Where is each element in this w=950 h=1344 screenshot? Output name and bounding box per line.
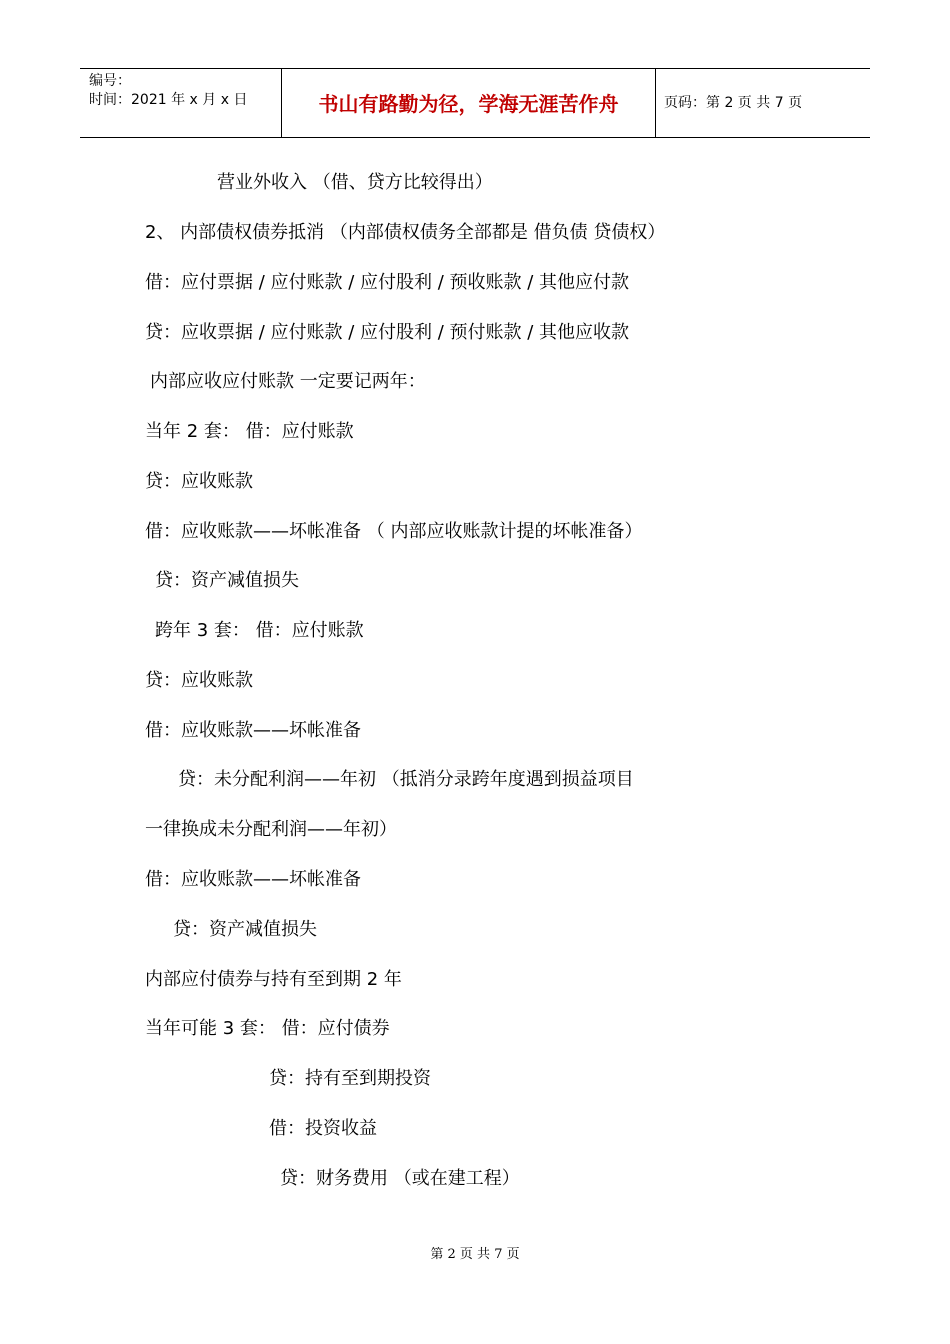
body-line: 借：应收账款——坏帐准备 （ 内部应收账款计提的坏帐准备） [145, 521, 643, 542]
body-line: 当年 2 套： 借：应付账款 [145, 421, 354, 442]
header-info-cell [80, 69, 281, 137]
body-line: 贷：持有至到期投资 [269, 1068, 431, 1089]
body-line: 贷：未分配利润——年初 （抵消分录跨年度遇到损益项目 [178, 769, 634, 790]
body-line: 借：应收账款——坏帐准备 [145, 720, 361, 741]
body-line: 借：应付票据 / 应付账款 / 应付股利 / 预收账款 / 其他应付款 [145, 272, 630, 293]
body-line: 借：应收账款——坏帐准备 [145, 869, 361, 890]
body-line: 贷：应收账款 [145, 670, 253, 691]
page-footer: 第 2 页 共 7 页 [430, 1247, 520, 1262]
body-line: 贷：应收账款 [145, 471, 253, 492]
body-line: 借：投资收益 [269, 1118, 377, 1139]
header-page-number: 页码：第 2 页 共 7 页 [664, 95, 803, 111]
body-line: 营业外收入 （借、贷方比较得出） [217, 172, 493, 193]
body-line: 跨年 3 套： 借：应付账款 [155, 620, 364, 641]
document-date-label: 时间：2021 年 x 月 x 日 [89, 92, 248, 108]
body-line: 贷：应收票据 / 应付账款 / 应付股利 / 预付账款 / 其他应收款 [145, 322, 630, 343]
body-line: 内部应付债券与持有至到期 2 年 [145, 969, 402, 990]
page-header [80, 68, 870, 138]
body-line: 2、 内部债权债券抵消 （内部债权债务全部都是 借负债 贷债权） [145, 222, 666, 243]
header-motto-cell [281, 69, 656, 137]
body-line: 内部应收应付账款 一定要记两年： [150, 371, 426, 392]
header-page-cell [655, 69, 870, 137]
document-number-label: 编号： [89, 73, 131, 89]
body-line: 贷：财务费用 （或在建工程） [280, 1168, 520, 1189]
body-line: 一律换成未分配利润——年初） [145, 819, 397, 840]
header-motto: 书山有路勤为径，学海无涯苦作舟 [318, 92, 619, 116]
body-line: 贷：资产减值损失 [173, 919, 317, 940]
body-line: 贷：资产减值损失 [155, 570, 299, 591]
body-line: 当年可能 3 套： 借：应付债券 [145, 1018, 390, 1039]
